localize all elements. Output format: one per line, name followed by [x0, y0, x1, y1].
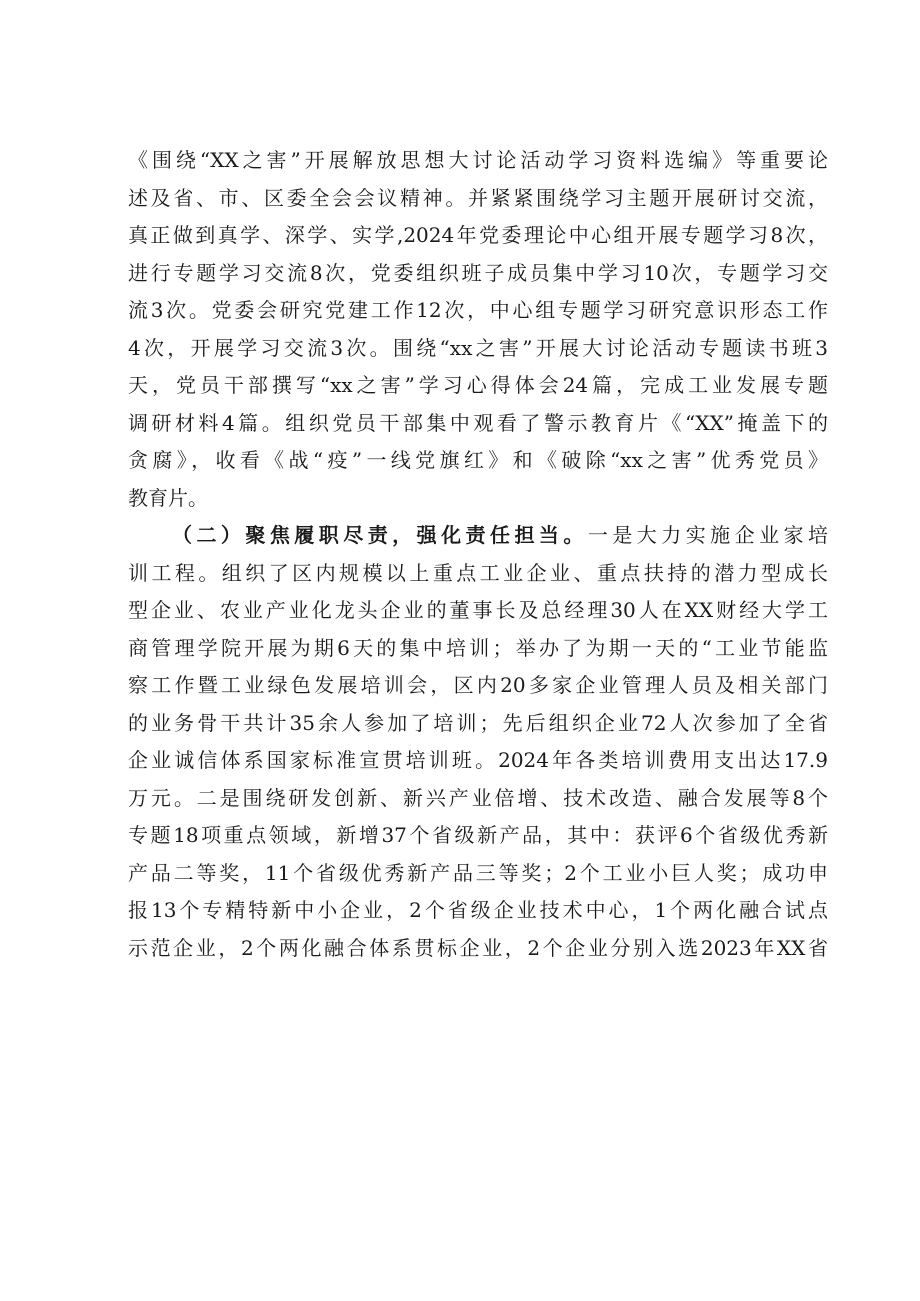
section-heading: （二）聚焦履职尽责，强化责任担当。 [172, 523, 588, 547]
paragraph-1 [128, 142, 828, 517]
text-line: 报13个专精特新中小企业，2个省级企业技术中心，1个两化融合试点 [128, 898, 828, 922]
paragraph-2 [128, 517, 828, 967]
text-line: 教育片。 [128, 485, 208, 510]
text-line: 企业诚信体系国家标准宣贯培训班。2024年各类培训费用支出达17.9 [128, 748, 828, 772]
text-line: 贪腐》，收看《战“疫”一线党旗红》和《破除“xx之害”优秀党员》 [128, 448, 828, 472]
text-line: 产品二等奖，11个省级优秀新产品三等奖；2个工业小巨人奖；成功申 [128, 860, 828, 885]
text-line: 《围绕“XX之害”开展解放思想大讨论活动学习资料选编》等重要论 [128, 148, 828, 172]
text-line: 训工程。组织了区内规模以上重点工业企业、重点扶持的潜力型成长 [128, 560, 828, 585]
text-line: 专题18项重点领域，新增37个省级新产品，其中：获评6个省级优秀新 [128, 823, 828, 847]
text-line: 察工作暨工业绿色发展培训会，区内20多家企业管理人员及相关部门 [128, 673, 828, 697]
text-line: 调研材料4篇。组织党员干部集中观看了警示教育片《“XX”掩盖下的 [128, 410, 828, 435]
text-line: 述及省、市、区委全会会议精神。并紧紧围绕学习主题开展研讨交流， [128, 185, 828, 210]
text-line: 示范企业，2个两化融合体系贯标企业，2个企业分别入选2023年XX省 [128, 935, 828, 960]
text-line: 万元。二是围绕研发创新、新兴产业倍增、技术改造、融合发展等8个 [128, 785, 828, 810]
text-line: 商管理学院开展为期6天的集中培训；举办了为期一天的“工业节能监 [128, 635, 828, 660]
document-body [128, 142, 828, 967]
text-line: 流3次。党委会研究党建工作12次，中心组专题学习研究意识形态工作 [128, 298, 828, 322]
text-line: 4次，开展学习交流3次。围绕“xx之害”开展大讨论活动专题读书班3 [128, 335, 828, 360]
text-line: 的业务骨干共计35余人参加了培训；先后组织企业72人次参加了全省 [128, 710, 828, 735]
section-first-line-text: 一是大力实施企业家培 [587, 523, 828, 547]
text-line: 天，党员干部撰写“xx之害”学习心得体会24篇，完成工业发展专题 [128, 373, 828, 397]
text-line: 进行专题学习交流8次，党委组织班子成员集中学习10次，专题学习交 [128, 260, 828, 285]
text-line: 真正做到真学、深学、实学,2024年党委理论中心组开展专题学习8次， [128, 223, 828, 247]
text-line: 型企业、农业产业化龙头企业的董事长及总经理30人在XX财经大学工 [128, 598, 828, 622]
paragraph-2-first-line [128, 517, 828, 555]
